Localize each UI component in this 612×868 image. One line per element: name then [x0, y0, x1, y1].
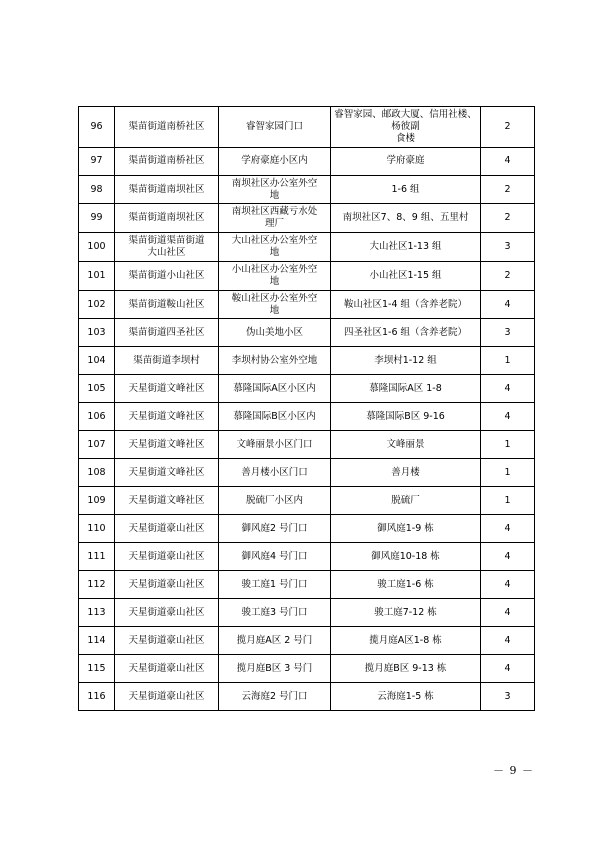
row-area: 天星街道豪山社区: [115, 627, 219, 655]
row-area: 天星街道豪山社区: [115, 655, 219, 683]
table-row: [79, 347, 535, 375]
row-number: 116: [79, 683, 115, 711]
row-number: 109: [79, 487, 115, 515]
row-site: [219, 175, 331, 204]
table-row: [79, 655, 535, 683]
row-area: 天星街道文峰社区: [115, 403, 219, 431]
row-scope: 李坝村1-12 组: [331, 347, 481, 375]
row-site: 慕隆国际B区小区内: [219, 403, 331, 431]
row-area: 天星街道豪山社区: [115, 515, 219, 543]
table-body: [79, 107, 535, 711]
row-number: 110: [79, 515, 115, 543]
row-number: 104: [79, 347, 115, 375]
row-number: 103: [79, 319, 115, 347]
site-line: 南坝社区西藏亏水处: [231, 206, 318, 218]
row-scope: 慕隆国际B区 9-16: [331, 403, 481, 431]
table-row: [79, 375, 535, 403]
row-area: 天星街道文峰社区: [115, 375, 219, 403]
row-number: 106: [79, 403, 115, 431]
row-site: 云海庭2 号门口: [219, 683, 331, 711]
row-site: 李坝村协公室外空地: [219, 347, 331, 375]
table-row: [79, 175, 535, 204]
row-area: 天星街道豪山社区: [115, 543, 219, 571]
page-number: － 9 －: [493, 764, 534, 777]
table-row: [79, 403, 535, 431]
row-count: 4: [481, 571, 535, 599]
row-number: 98: [79, 175, 115, 204]
row-number: 101: [79, 261, 115, 290]
row-count: 4: [481, 290, 535, 319]
row-count: 3: [481, 683, 535, 711]
site-line: 地: [269, 247, 280, 258]
row-site: 文峰丽景小区门口: [219, 431, 331, 459]
table-row: [79, 683, 535, 711]
row-number: 102: [79, 290, 115, 319]
table-row: [79, 515, 535, 543]
row-count: 4: [481, 147, 535, 175]
row-number: 105: [79, 375, 115, 403]
row-count: 2: [481, 175, 535, 204]
scope-line: 睿智家园、邮政大厦、信用社楼、杨彼副: [334, 109, 477, 132]
row-area: 渠苗街道南桥社区: [115, 107, 219, 148]
row-area: 天星街道豪山社区: [115, 599, 219, 627]
row-site: 骏工庭3 号门口: [219, 599, 331, 627]
row-area: 天星街道豪山社区: [115, 683, 219, 711]
row-scope: 鞍山社区1-4 组（含养老院）: [331, 290, 481, 319]
site-line: 地: [269, 275, 280, 287]
row-count: 4: [481, 599, 535, 627]
table-row: [79, 147, 535, 175]
row-scope: 脱硫厂: [331, 487, 481, 515]
row-scope: 揽月庭B区 9-13 栋: [331, 655, 481, 683]
table-row: [79, 543, 535, 571]
row-number: 113: [79, 599, 115, 627]
row-count: 1: [481, 431, 535, 459]
site-line: 鞍山社区办公室外空: [231, 292, 318, 304]
row-number: 108: [79, 459, 115, 487]
row-area: 天星街道文峰社区: [115, 459, 219, 487]
table-row: [79, 233, 535, 262]
sampling-sites-table: [78, 106, 535, 711]
row-count: 2: [481, 204, 535, 233]
site-line: 大山社区办公室外空: [231, 235, 318, 247]
row-count: 4: [481, 403, 535, 431]
row-area: 渠苗街道南坝社区: [115, 175, 219, 204]
row-count: 2: [481, 261, 535, 290]
row-site: 揽月庭A区 2 号门: [219, 627, 331, 655]
row-site: 伪山美地小区: [219, 319, 331, 347]
row-site: [219, 233, 331, 262]
row-scope: 四圣社区1-6 组（含养老院）: [331, 319, 481, 347]
row-scope: 揽月庭A区1-8 栋: [331, 627, 481, 655]
row-scope: 慕隆国际A区 1-8: [331, 375, 481, 403]
row-count: 2: [481, 107, 535, 148]
row-site: [219, 261, 331, 290]
row-scope: 学府豪庭: [331, 147, 481, 175]
site-line: 南坝社区办公室外空: [231, 177, 318, 189]
row-site: 揽月庭B区 3 号门: [219, 655, 331, 683]
row-area: 渠苗街道鞍山社区: [115, 290, 219, 319]
row-number: 100: [79, 233, 115, 262]
row-count: 4: [481, 375, 535, 403]
site-line: 地: [269, 304, 280, 316]
row-site: 骏工庭1 号门口: [219, 571, 331, 599]
row-number: 112: [79, 571, 115, 599]
row-count: 1: [481, 459, 535, 487]
site-line: 地: [269, 189, 280, 201]
row-area: 天星街道文峰社区: [115, 487, 219, 515]
table-row: [79, 290, 535, 319]
table-row: [79, 627, 535, 655]
table-row: [79, 459, 535, 487]
row-number: 99: [79, 204, 115, 233]
row-scope: 善月楼: [331, 459, 481, 487]
row-count: 4: [481, 543, 535, 571]
row-scope: 御风庭1-9 栋: [331, 515, 481, 543]
row-scope: 1-6 组: [331, 175, 481, 204]
row-scope: 小山社区1-15 组: [331, 261, 481, 290]
row-site: [219, 204, 331, 233]
row-site: 学府豪庭小区内: [219, 147, 331, 175]
table-row: [79, 487, 535, 515]
table-row: [79, 319, 535, 347]
site-line: 理厂: [264, 218, 284, 230]
row-number: 111: [79, 543, 115, 571]
row-count: 4: [481, 627, 535, 655]
row-scope: 文峰丽景: [331, 431, 481, 459]
row-site: 慕隆国际A区小区内: [219, 375, 331, 403]
row-area: [115, 233, 219, 262]
row-number: 115: [79, 655, 115, 683]
table-row: [79, 599, 535, 627]
row-count: 3: [481, 233, 535, 262]
row-number: 97: [79, 147, 115, 175]
row-scope: [331, 107, 481, 148]
row-area: 渠苗街道南坝社区: [115, 204, 219, 233]
sampling-sites-table-container: [78, 106, 534, 711]
row-number: 107: [79, 431, 115, 459]
row-area: 渠苗街道四圣社区: [115, 319, 219, 347]
row-count: 1: [481, 487, 535, 515]
row-scope: 大山社区1-13 组: [331, 233, 481, 262]
area-line: 大山社区: [147, 247, 186, 258]
table-row: [79, 431, 535, 459]
table-row: [79, 571, 535, 599]
row-area: 天星街道豪山社区: [115, 571, 219, 599]
row-scope: 骏工庭7-12 栋: [331, 599, 481, 627]
row-count: 4: [481, 655, 535, 683]
row-number: 114: [79, 627, 115, 655]
row-scope: 云海庭1-5 栋: [331, 683, 481, 711]
row-scope: 御风庭10-18 栋: [331, 543, 481, 571]
site-line: 小山社区办公室外空: [231, 263, 318, 275]
row-scope: 骏工庭1-6 栋: [331, 571, 481, 599]
row-area: 渠苗街道南桥社区: [115, 147, 219, 175]
row-site: 脱硫厂小区内: [219, 487, 331, 515]
table-row: [79, 261, 535, 290]
row-number: 96: [79, 107, 115, 148]
row-count: 4: [481, 515, 535, 543]
row-area: 渠苗街道小山社区: [115, 261, 219, 290]
scope-line: 食楼: [395, 132, 415, 144]
row-site: 御风庭4 号门口: [219, 543, 331, 571]
row-count: 1: [481, 347, 535, 375]
row-count: 3: [481, 319, 535, 347]
row-area: 渠苗街道李坝村: [115, 347, 219, 375]
row-site: 御风庭2 号门口: [219, 515, 331, 543]
table-row: [79, 107, 535, 148]
row-site: 善月楼小区门口: [219, 459, 331, 487]
table-row: [79, 204, 535, 233]
row-site: 睿智家园门口: [219, 107, 331, 148]
area-line: 渠苗街道渠苗街道: [128, 235, 205, 247]
row-scope: 南坝社区7、8、9 组、五里村: [331, 204, 481, 233]
row-site: [219, 290, 331, 319]
row-area: 天星街道文峰社区: [115, 431, 219, 459]
